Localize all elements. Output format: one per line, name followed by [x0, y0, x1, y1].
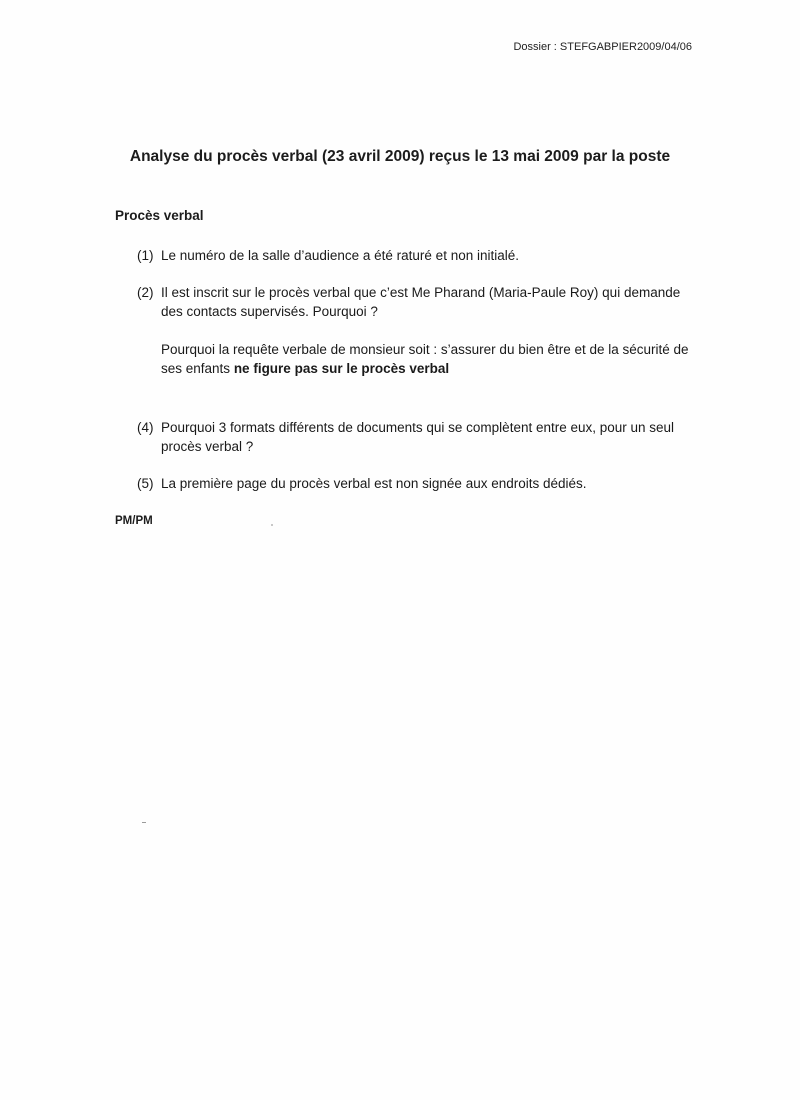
list-item-text: Le numéro de la salle d’audience a été raturé et non initialé. [161, 248, 519, 263]
section-heading: Procès verbal [115, 208, 204, 223]
list-item-number: (4) [137, 420, 154, 435]
list-item-4 [137, 418, 697, 456]
scan-speck [142, 822, 146, 823]
list-item-text: Pourquoi 3 formats différents de documents qui se complètent entre eux, pour un seul procès verbal ? [161, 420, 675, 454]
scan-speck [271, 524, 273, 526]
list-item-text: La première page du procès verbal est non signée aux endroits dédiés. [161, 476, 587, 491]
document-title: Analyse du procès verbal (23 avril 2009) reçus le 13 mai 2009 par la poste [129, 148, 671, 165]
list-item-number: (1) [137, 248, 154, 263]
followup-text: Pourquoi la requête verbale de monsieur soit : s’assurer du bien être et de la sécurité de ses enfants [161, 342, 689, 376]
followup-emphasis: ne figure pas sur le procès verbal [233, 361, 450, 376]
list-item-2 [137, 283, 697, 378]
list-item-number: (5) [137, 476, 154, 491]
list-item-followup [161, 340, 697, 378]
list-item-text: Il est inscrit sur le procès verbal que c’est Me Pharand (Maria-Paule Roy) qui demande des contacts supervisés. Pourquoi ? [161, 285, 681, 319]
dossier-reference: Dossier : STEFGABPIER2009/04/06 [513, 41, 692, 53]
numbered-list [137, 246, 697, 493]
list-item-1 [137, 246, 697, 265]
author-initials: PM/PM [115, 515, 153, 527]
list-item-number: (2) [137, 285, 154, 300]
list-item-5 [137, 474, 697, 493]
